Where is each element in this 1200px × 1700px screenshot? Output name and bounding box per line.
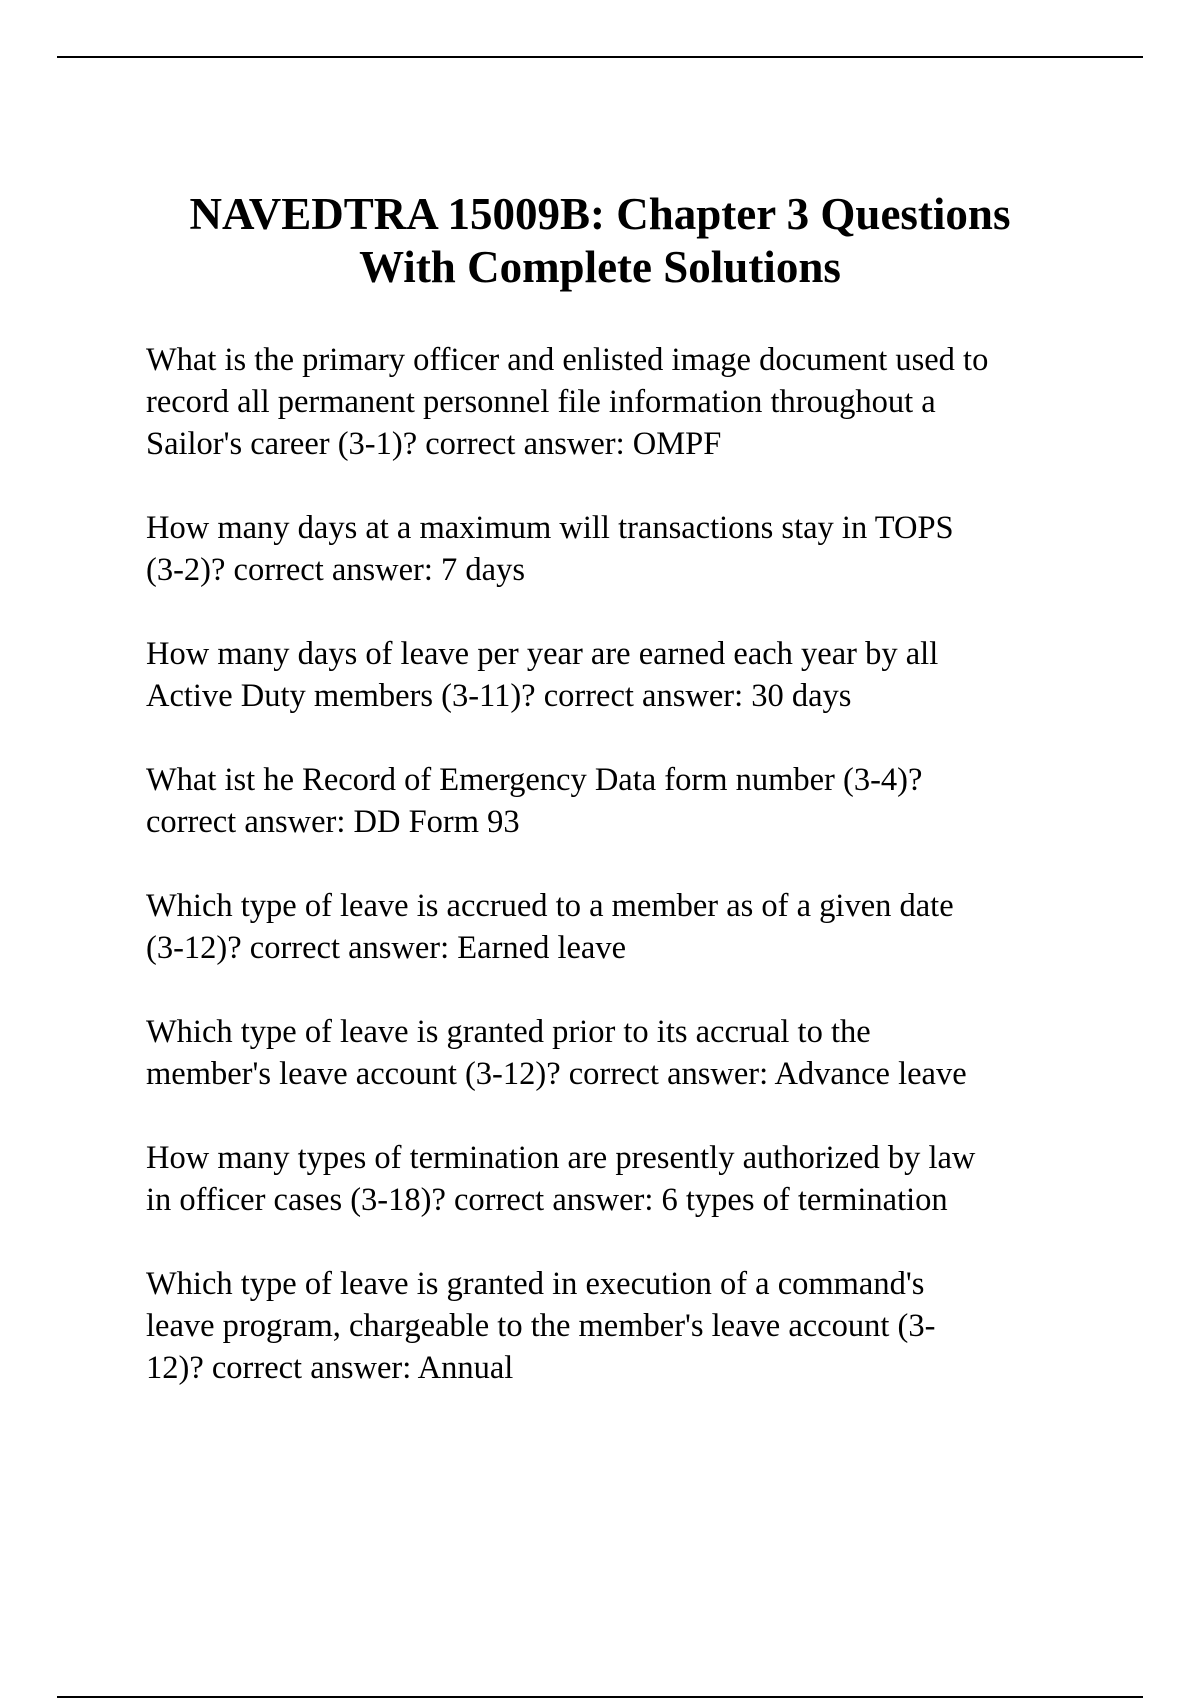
qa-item: [146, 339, 1106, 465]
qa-line: 12)? correct answer: Annual: [146, 1350, 514, 1386]
qa-line: leave program, chargeable to the member's leave account (3-: [146, 1308, 936, 1344]
qa-line: Which type of leave is accrued to a member as of a given date: [146, 888, 954, 924]
qa-item: [146, 633, 1106, 717]
page-title: [100, 188, 1100, 294]
qa-line: What ist he Record of Emergency Data form number (3-4)?: [146, 762, 923, 798]
title-line: NAVEDTRA 15009B: Chapter 3 Questions: [189, 189, 1011, 239]
qa-item: [146, 507, 1106, 591]
qa-line: record all permanent personnel file information throughout a: [146, 384, 936, 420]
bottom-rule: [57, 1696, 1143, 1698]
qa-list: [146, 339, 1106, 1431]
qa-item: [146, 1263, 1106, 1389]
qa-line: Sailor's career (3-1)? correct answer: OMPF: [146, 426, 722, 462]
qa-item: [146, 759, 1106, 843]
qa-line: How many days at a maximum will transactions stay in TOPS: [146, 510, 954, 546]
qa-line: Active Duty members (3-11)? correct answer: 30 days: [146, 678, 852, 714]
qa-line: Which type of leave is granted prior to its accrual to the: [146, 1014, 871, 1050]
qa-line: in officer cases (3-18)? correct answer: 6 types of termination: [146, 1182, 948, 1218]
qa-item: [146, 1137, 1106, 1221]
qa-line: (3-12)? correct answer: Earned leave: [146, 930, 626, 966]
qa-line: How many types of termination are presently authorized by law: [146, 1140, 976, 1176]
top-rule: [57, 56, 1143, 58]
title-line: With Complete Solutions: [359, 242, 841, 292]
qa-line: How many days of leave per year are earned each year by all: [146, 636, 939, 672]
qa-line: member's leave account (3-12)? correct answer: Advance leave: [146, 1056, 967, 1092]
qa-item: [146, 885, 1106, 969]
qa-line: Which type of leave is granted in execution of a command's: [146, 1266, 925, 1302]
qa-item: [146, 1011, 1106, 1095]
qa-line: (3-2)? correct answer: 7 days: [146, 552, 525, 588]
qa-line: correct answer: DD Form 93: [146, 804, 520, 840]
qa-line: What is the primary officer and enlisted image document used to: [146, 342, 989, 378]
